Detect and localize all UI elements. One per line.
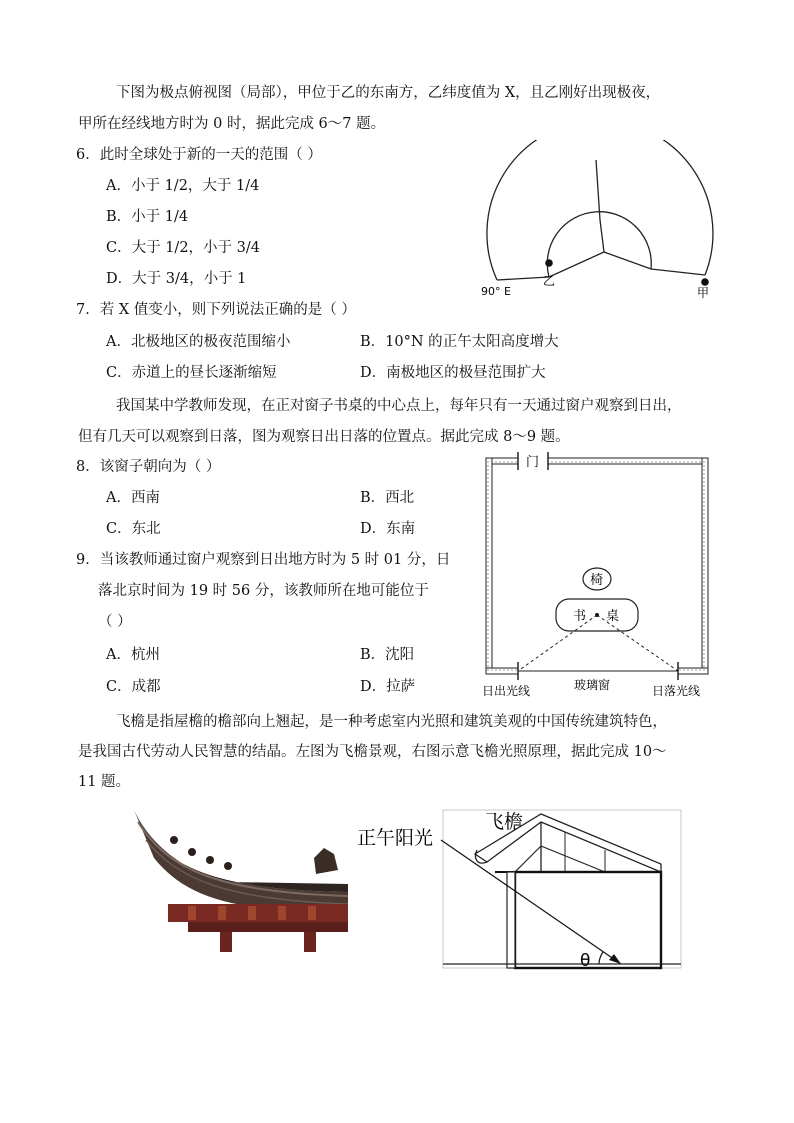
wall-bottom-left <box>486 668 518 674</box>
room-plan-figure <box>478 448 714 703</box>
q9-option-d: D．拉萨 <box>360 679 416 695</box>
label-desk-a: 书 <box>573 609 587 624</box>
label-sunrise: 日出光线 <box>482 684 531 698</box>
label-door: 门 <box>526 455 540 470</box>
q6-stem: 6．此时全球处于新的一天的范围（ ） <box>76 147 322 163</box>
q9-line1: 9．当该教师通过窗户观察到日出地方时为 5 时 01 分，日 <box>76 552 451 568</box>
inner-arc <box>547 212 651 277</box>
q8-option-c: C．东北 <box>106 521 161 537</box>
meridian-right <box>604 252 651 269</box>
intro-10-11-line2: 是我国古代劳动人民智慧的结晶。左图为飞檐景观，右图示意飞檐光照原理，据此完成 10～ <box>78 744 667 760</box>
point-yi <box>545 259 553 267</box>
label-theta: θ <box>580 951 591 971</box>
ridge-beast-4 <box>224 862 232 870</box>
q8-option-d: D．东南 <box>360 521 416 537</box>
q6-option-d: D．大于 3/4，小于 1 <box>106 271 247 287</box>
bracket-detail-5 <box>308 906 316 920</box>
eave-sunlight-diagram <box>355 806 685 972</box>
q7-stem: 7．若 X 值变小，则下列说法正确的是（ ） <box>76 302 356 318</box>
q6-option-b: B．小于 1/4 <box>106 209 189 225</box>
label-jia: 甲 <box>697 286 710 300</box>
q7-option-d: D．南极地区的极昼范围扩大 <box>360 365 546 381</box>
meridian-mid <box>596 160 600 220</box>
pillar-right <box>304 932 316 952</box>
bracket-detail-1 <box>188 906 196 920</box>
meridian-inner <box>600 220 604 252</box>
q9-option-c: C．成都 <box>106 679 161 695</box>
q9-line2: 落北京时间为 19 时 56 分，该教师所在地可能位于 <box>98 583 429 599</box>
right-edge <box>651 269 705 275</box>
truss-right <box>541 846 605 872</box>
bracket-detail-3 <box>248 906 256 920</box>
label-flying-eave: 飞檐 <box>485 811 524 833</box>
label-desk-b: 桌 <box>606 609 620 624</box>
diagram-frame <box>443 810 681 968</box>
truss-left <box>515 846 541 872</box>
intro-8-9-line2: 但有几天可以观察到日落，图为观察日出日落的位置点。据此完成 8～9 题。 <box>78 429 570 445</box>
label-90e: 90° E <box>481 285 511 298</box>
q6-option-a: A．小于 1/2，大于 1/4 <box>106 178 260 194</box>
q9-line3: （ ） <box>98 614 132 630</box>
intro-6-7-line1: 下图为极点俯视图（局部），甲位于乙的东南方，乙纬度值为 X，且乙刚好出现极夜， <box>116 85 661 101</box>
q8-option-b: B．西北 <box>360 490 415 506</box>
ridge-beast-3 <box>206 856 214 864</box>
intro-10-11-line3: 11 题。 <box>78 774 131 790</box>
q7-option-b: B．10°N 的正午太阳高度增大 <box>360 334 559 350</box>
intro-6-7-line2: 甲所在经线地方时为 0 时，据此完成 6～7 题。 <box>78 116 386 132</box>
meridian-left <box>549 252 604 277</box>
intro-10-11-line1: 飞檐是指屋檐的檐部向上翘起，是一种考虑室内光照和建筑美观的中国传统建筑特色， <box>116 714 667 730</box>
q9-option-b: B．沈阳 <box>360 647 415 663</box>
bracket-detail-2 <box>218 906 226 920</box>
label-noon-sunlight: 正午阳光 <box>357 827 434 849</box>
wall-left <box>486 458 492 674</box>
beam <box>188 922 348 932</box>
label-yi: 乙 <box>543 274 556 288</box>
angle-arc <box>599 952 603 964</box>
label-sunset: 日落光线 <box>652 684 701 698</box>
q7-option-c: C．赤道上的昼长逐渐缩短 <box>106 365 277 381</box>
left-edge <box>497 277 549 280</box>
q6-option-c: C．大于 1/2，小于 3/4 <box>106 240 260 256</box>
q7-option-a: A．北极地区的极夜范围缩小 <box>106 334 291 350</box>
q8-stem: 8．该窗子朝向为（ ） <box>76 459 221 475</box>
q8-option-a: A．西南 <box>106 490 160 506</box>
label-chair: 椅 <box>590 573 604 588</box>
noon-sun-ray <box>441 840 621 964</box>
label-window: 玻璃窗 <box>574 678 611 692</box>
intro-8-9-line1: 我国某中学教师发现，在正对窗子书桌的中心点上，每年只有一天通过窗户观察到日出， <box>116 398 682 414</box>
ridge-beast-1 <box>170 836 178 844</box>
wall-bottom-right <box>678 668 708 674</box>
pillar-left <box>220 932 232 952</box>
polar-view-figure <box>476 140 721 305</box>
ray-arrowhead <box>609 954 621 964</box>
flying-eave-photo <box>128 800 348 952</box>
wall-right <box>702 458 708 674</box>
point-jia <box>701 278 709 286</box>
wall-top-right <box>548 458 708 464</box>
ridge-beast-2 <box>188 848 196 856</box>
q9-option-a: A．杭州 <box>106 647 160 663</box>
bracket-detail-4 <box>278 906 286 920</box>
